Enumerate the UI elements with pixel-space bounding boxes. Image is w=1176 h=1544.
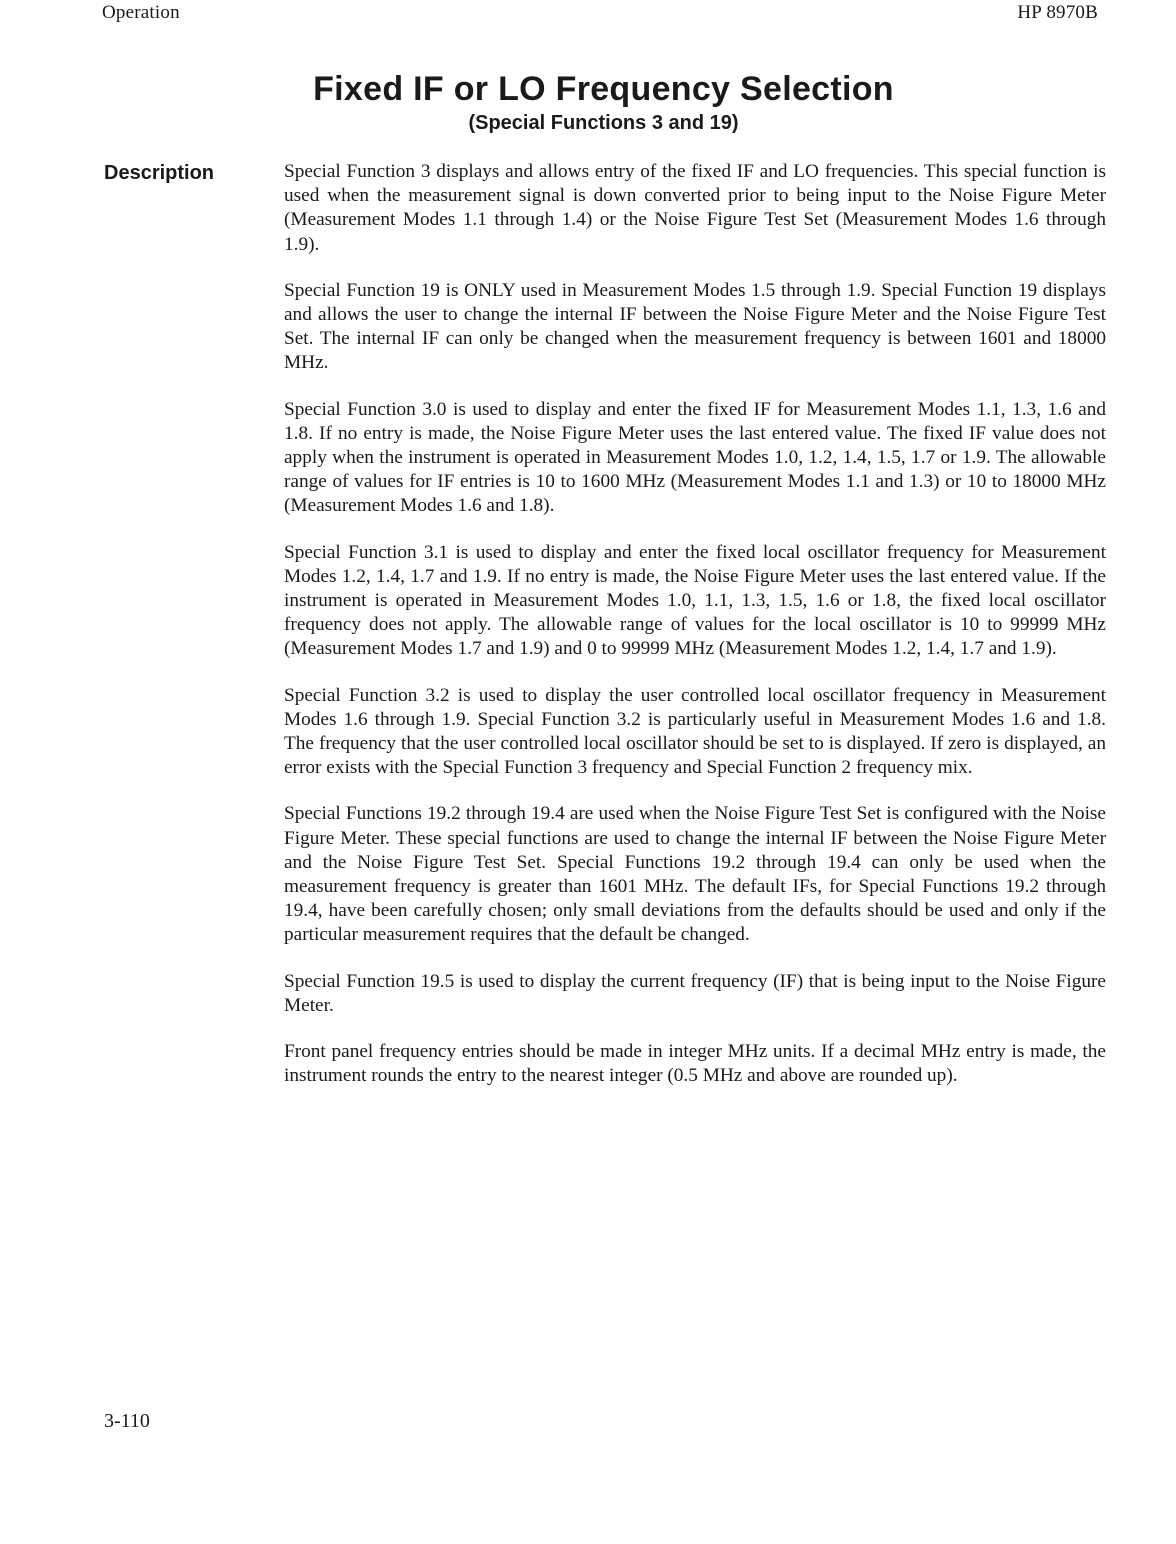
paragraph-front-panel-entries: Front panel frequency entries should be made in integer MHz units. If a decimal MHz entry is made, the instrument rounds the entry to the nearest integer (0.5 MHz and above are rounded up). <box>284 1041 1106 1087</box>
header-section-label: Operation <box>102 2 180 23</box>
page-subtitle: (Special Functions 3 and 19) <box>468 112 739 134</box>
paragraph-sf3-0: Special Function 3.0 is used to display and enter the fixed IF for Measurement Modes 1.1, 1.3, 1.6 and 1.8. If no entry is made, the Noise Figure Meter uses the last entered value. The fixed IF value does not apply when the instrument is operated in Measurement Modes 1.0, 1.2, 1.4, 1.5, 1.7 or 1.9. The allowable range of values for IF entries is 10 to 1600 MHz (Measurement Modes 1.1 and 1.3) or 10 to 18000 MHz (Measurement Modes 1.6 and 1.8). <box>284 398 1106 517</box>
paragraph-sf3-1: Special Function 3.1 is used to display and enter the fixed local oscillator frequency for Measurement Modes 1.2, 1.4, 1.7 and 1.9. If no entry is made, the Noise Figure Meter uses the last entered value. If the instrument is operated in Measurement Modes 1.0, 1.1, 1.3, 1.5, 1.6 or 1.8, the fixed local oscillator frequency does not apply. The allowable range of values for the local oscillator is 10 to 99999 MHz (Measurement Modes 1.7 and 1.9) and 0 to 99999 MHz (Measurement Modes 1.2, 1.4, 1.7 and 1.9). <box>284 541 1106 660</box>
paragraph-sf19-2-to-19-4: Special Functions 19.2 through 19.4 are used when the Noise Figure Test Set is configured with the Noise Figure Meter. These special functions are used to change the internal IF between the Noise Figure Meter and the Noise Figure Test Set. Special Functions 19.2 through 19.4 can only be used when the measurement frequency is greater than 1601 MHz. The default IFs, for Special Functions 19.2 through 19.4, have been carefully chosen; only small deviations from the defaults should be used and only if the particular measurement requires that the default be changed. <box>284 803 1106 946</box>
paragraph-sf19-5: Special Function 19.5 is used to display the current frequency (IF) that is being input to the Noise Figure Meter. <box>284 970 1106 1016</box>
paragraph-sf3-overview: Special Function 3 displays and allows entry of the fixed IF and LO frequencies. This special function is used when the measurement signal is down converted prior to being input to the Noise Figure Meter (Measurement Modes 1.1 through 1.4) or the Noise Figure Test Set (Measurement Modes 1.6 through 1.9). <box>284 161 1106 255</box>
page-title: Fixed IF or LO Frequency Selection <box>313 70 894 108</box>
paragraph-sf3-2: Special Function 3.2 is used to display the user controlled local oscillator frequency in Measurement Modes 1.6 through 1.9. Special Function 3.2 is particularly useful in Measurement Modes 1.6 and 1.8. The frequency that the user controlled local oscillator should be set to is displayed. If zero is displayed, an error exists with the Special Function 3 frequency and Special Function 2 frequency mix. <box>284 684 1106 779</box>
description-body <box>284 160 1106 1111</box>
page-number: 3-110 <box>104 1410 150 1432</box>
paragraph-sf19-overview: Special Function 19 is ONLY used in Measurement Modes 1.5 through 1.9. Special Function 19 displays and allows the user to change the internal IF between the Noise Figure Meter and the Noise Figure Test Set. The internal IF can only be changed when the measurement frequency is between 1601 and 18000 MHz. <box>284 279 1106 374</box>
header-model-label: HP 8970B <box>1017 2 1098 23</box>
section-side-label: Description <box>104 162 215 184</box>
